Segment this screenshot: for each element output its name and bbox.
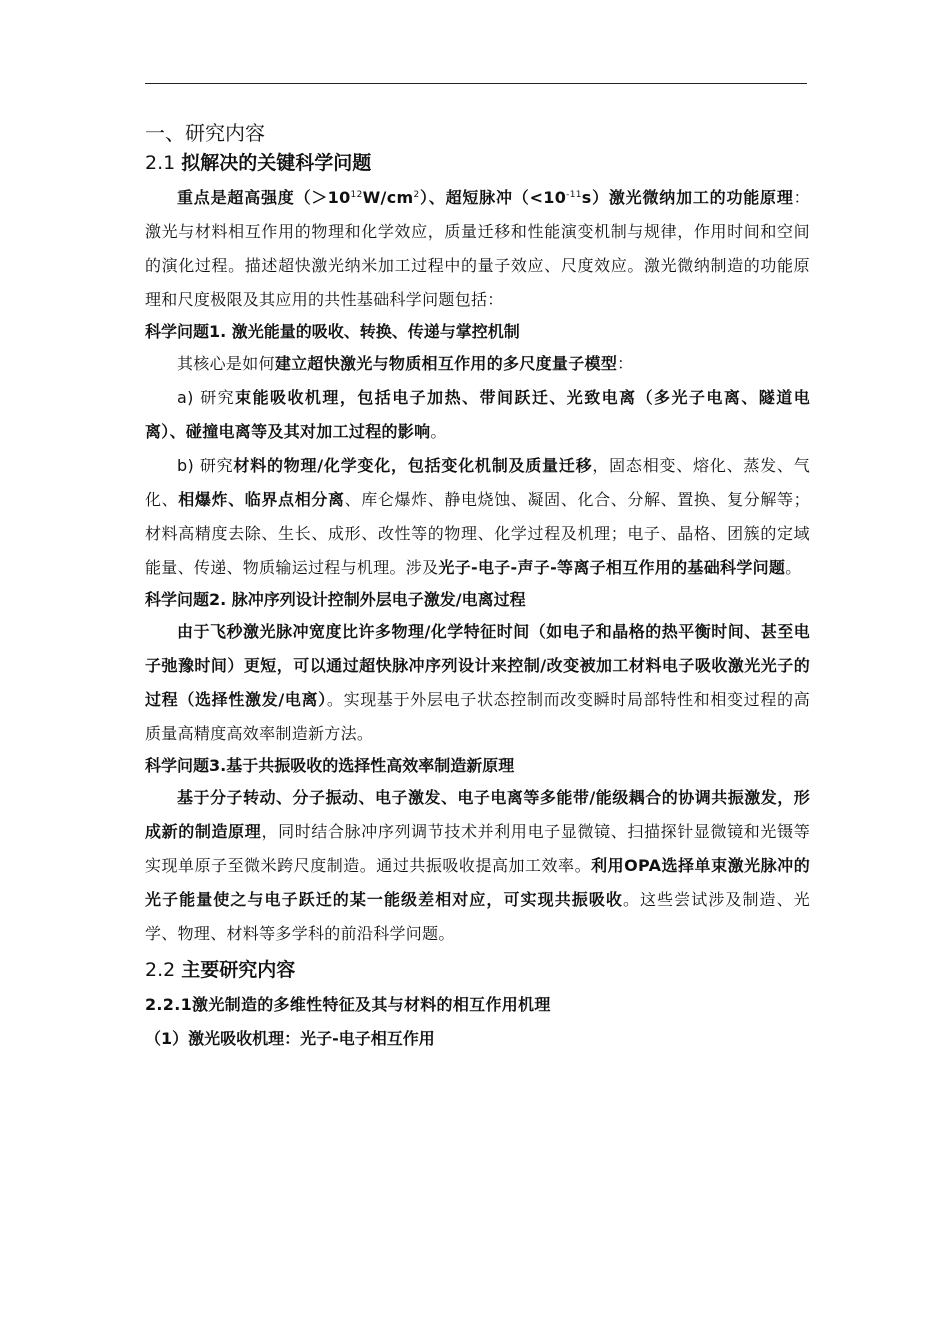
question-2-paragraph: 由于飞秒激光脉冲宽度比许多物理/化学特征时间（如电子和晶格的热平衡时间、甚至电子弛豫时间）更短，可以通过超快脉冲序列设计来控制/改变被加工材料电子吸收激光光子的过程（选择性激发/电离）。实现基于外层电子状态控制而改变瞬时局部特性和相变过程的高质量高精度高效率制造新方法。 xyxy=(145,622,810,743)
heading-number: 2.2 xyxy=(145,959,176,981)
question-3-paragraph: 基于分子转动、分子振动、电子激发、电子电离等多能带/能级耦合的协调共振激发，形成新的制造原理，同时结合脉冲序列调节技术并利用电子显微镜、扫描探针显微镜和光镊等实现单原子至微米跨尺度制造。通过共振吸收提高加工效率。利用OPA选择单束激光脉冲的光子能量使之与电子跃迁的某一能级差相对应，可实现共振吸收。这些尝试涉及制造、光学、物理、材料等多学科的前沿科学问题。 xyxy=(145,788,810,943)
heading-text: 主要研究内容 xyxy=(181,959,296,981)
heading-number: 2.1 xyxy=(145,152,176,174)
section-heading-2-2 xyxy=(145,955,810,985)
heading-text: 拟解决的关键科学问题 xyxy=(181,152,372,174)
section-heading-2-1 xyxy=(145,148,810,178)
header-rule xyxy=(145,83,807,84)
question-1-item-a: a) 研究束能吸收机理，包括电子加热、带间跃迁、光致电离（多光子电离、隧道电离）、碰撞电离等及其对加工过程的影响。 xyxy=(145,388,810,441)
section-title: 一、研究内容 xyxy=(145,121,265,145)
question-2-heading: 科学问题2. 脉冲序列设计控制外层电子激发/电离过程 xyxy=(145,590,526,609)
item-heading-1: （1）激光吸收机理：光子-电子相互作用 xyxy=(145,1029,435,1048)
question-1-core: 其核心是如何建立超快激光与物质相互作用的多尺度量子模型： xyxy=(177,354,634,373)
intro-paragraph: 重点是超高强度$(>10^{12}W/cm^2)$、超短脉冲$(<10^{-11}s)$激光微纳加工的功能原理：激光与材料相互作用的物理和化学效应，质量迁移和性能演变机制与规律，作用时间和空间的演化过程。描述超快激光纳米加工过程中的量子效应、尺度效应。激光微纳制造的功能原理和尺度极限及其应用的共性基础科学问题包括： xyxy=(145,188,810,309)
question-1-item-b: b) 研究材料的物理/化学变化，包括变化机制及质量迁移，固态相变、熔化、蒸发、气化、相爆炸、临界点相分离、库仑爆炸、静电烧蚀、凝固、化合、分解、置换、复分解等；材料高精度去除、生长、成形、改性等的物理、化学过程及机理；电子、晶格、团簇的定域能量、传递、物质输运过程与机理。涉及光子-电子-声子-等离子相互作用的基础科学问题。 xyxy=(145,456,811,577)
document-body xyxy=(145,118,810,1056)
subsection-heading-2-2-1: 2.2.1激光制造的多维性特征及其与材料的相互作用机理 xyxy=(145,995,551,1014)
question-1-heading: 科学问题1. 激光能量的吸收、转换、传递与掌控机制 xyxy=(145,322,520,341)
question-3-heading: 科学问题3.基于共振吸收的选择性高效率制造新原理 xyxy=(145,756,515,775)
